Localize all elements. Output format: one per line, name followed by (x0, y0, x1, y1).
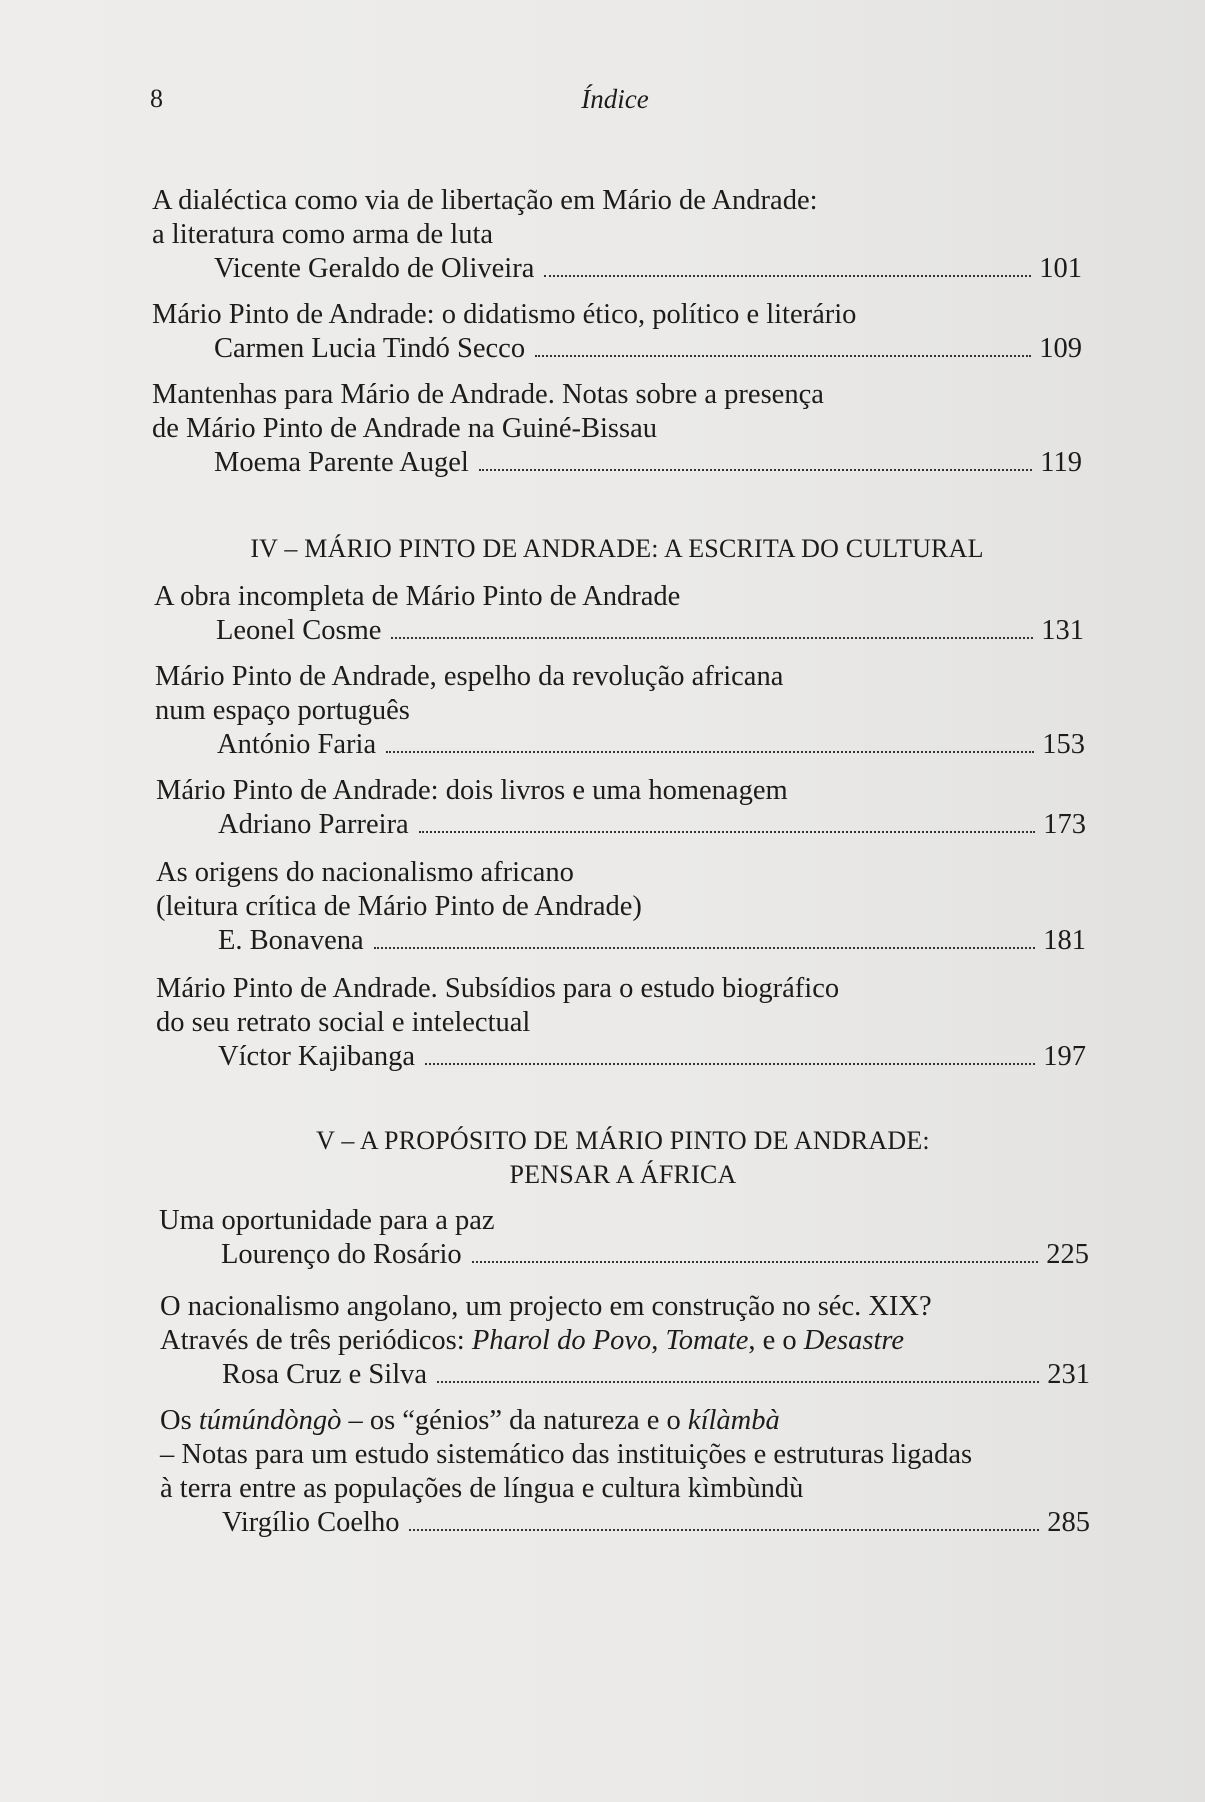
toc-entry (154, 580, 1084, 648)
section-heading: IV – MÁRIO PINTO DE ANDRADE: A ESCRITA DO CULTURAL (250, 534, 984, 563)
entry-title-line: A obra incompleta de Mário Pinto de Andrade (154, 581, 681, 612)
entry-title-line (160, 1324, 1090, 1358)
entry-title-line: As origens do nacionalismo africano (156, 857, 574, 888)
entry-title-line: Mário Pinto de Andrade. Subsídios para o estudo biográfico (156, 973, 840, 1004)
entry-author: Lourenço do Rosário (221, 1239, 462, 1270)
entry-title-line: O nacionalismo angolano, um projecto em construção no séc. XIX? (160, 1291, 932, 1322)
author-row (152, 446, 1082, 480)
kimbundu-term: túmúndòngò (198, 1405, 342, 1436)
title-text: – os “génios” da natureza e o (341, 1405, 688, 1436)
title-text: Através de três periódicos: (160, 1325, 472, 1356)
entry-page: 173 (1043, 809, 1086, 840)
author-row (156, 924, 1086, 958)
entry-page: 231 (1047, 1359, 1090, 1390)
author-row (160, 1506, 1090, 1540)
author-row (156, 808, 1086, 842)
entry-author: Leonel Cosme (216, 615, 382, 646)
author-row (156, 1040, 1086, 1074)
entry-author: António Faria (217, 729, 377, 760)
entry-title-line: Mantenhas para Mário de Andrade. Notas sobre a presença (152, 379, 824, 410)
kimbundu-term: kílàmbà (687, 1405, 780, 1436)
title-text: , e o (748, 1325, 804, 1356)
entry-page: 225 (1046, 1239, 1089, 1270)
dot-leader (386, 751, 1034, 753)
dot-leader (374, 947, 1036, 949)
entry-page: 181 (1043, 925, 1086, 956)
entry-page: 119 (1040, 447, 1082, 478)
author-row (159, 1238, 1089, 1272)
entry-author: Adriano Parreira (218, 809, 409, 840)
section-heading-line: PENSAR A ÁFRICA (509, 1160, 737, 1189)
author-row (152, 332, 1082, 366)
entry-title-line: A dialéctica como via de libertação em Mário de Andrade: (152, 185, 818, 216)
toc-entry (152, 184, 1082, 286)
toc-entry (156, 774, 1086, 842)
entry-title-line (160, 1404, 1090, 1438)
entry-page: 197 (1043, 1041, 1086, 1072)
page-number: 8 (150, 84, 163, 113)
entry-title-line: – Notas para um estudo sistemático das instituições e estruturas ligadas (160, 1439, 973, 1470)
entry-title-line: de Mário Pinto de Andrade na Guiné-Bissau (152, 413, 657, 444)
author-row (154, 614, 1084, 648)
toc-entry (160, 1404, 1090, 1540)
toc-entry (155, 660, 1085, 762)
dot-leader (544, 275, 1031, 277)
entry-title-line: (leitura crítica de Mário Pinto de Andrade) (156, 891, 642, 922)
entry-author: Víctor Kajibanga (218, 1041, 416, 1072)
title-text: Os (160, 1405, 199, 1436)
entry-page: 131 (1041, 615, 1084, 646)
toc-entry (152, 378, 1082, 480)
entry-page: 101 (1039, 253, 1082, 284)
author-row (160, 1358, 1090, 1392)
entry-page: 285 (1047, 1507, 1090, 1538)
dot-leader (479, 469, 1032, 471)
entry-title-line: à terra entre as populações de língua e cultura kìmbùndù (160, 1473, 804, 1504)
dot-leader (535, 355, 1031, 357)
entry-title-line: Mário Pinto de Andrade: o didatismo ético, político e literário (152, 299, 857, 330)
periodical-title: Tomate (665, 1325, 749, 1356)
toc-entry (156, 856, 1086, 958)
author-row (152, 252, 1082, 286)
section-heading-line: V – A PROPÓSITO DE MÁRIO PINTO DE ANDRADE: (316, 1126, 930, 1155)
dot-leader (409, 1529, 1039, 1531)
entry-title-line: num espaço português (155, 695, 410, 726)
toc-entry (156, 972, 1086, 1074)
dot-leader (419, 831, 1036, 833)
entry-title-line: do seu retrato social e intelectual (156, 1007, 531, 1038)
entry-page: 153 (1042, 729, 1085, 760)
entry-author: Carmen Lucia Tindó Secco (214, 333, 526, 364)
dot-leader (391, 637, 1033, 639)
entry-author: Rosa Cruz e Silva (222, 1359, 428, 1390)
entry-title-line: Mário Pinto de Andrade: dois livros e uma homenagem (156, 775, 788, 806)
entry-page: 109 (1039, 333, 1082, 364)
author-row (155, 728, 1085, 762)
entry-author: E. Bonavena (218, 925, 364, 956)
dot-leader (425, 1063, 1035, 1065)
periodical-title: Desastre (803, 1325, 905, 1356)
entry-author: Moema Parente Augel (214, 447, 469, 478)
toc-entry (159, 1204, 1089, 1272)
page-header (150, 80, 1080, 120)
entry-title-line: Uma oportunidade para a paz (159, 1205, 495, 1236)
dot-leader (472, 1261, 1039, 1263)
section-heading (158, 1124, 1088, 1192)
entry-title-line: a literatura como arma de luta (152, 219, 494, 250)
entry-title-line: Mário Pinto de Andrade, espelho da revolução africana (155, 661, 784, 692)
toc-entry (160, 1290, 1090, 1392)
running-title: Índice (581, 84, 649, 114)
periodical-title: Pharol do Povo (471, 1325, 652, 1356)
dot-leader (437, 1381, 1039, 1383)
title-text: , (651, 1325, 666, 1356)
toc-entry (152, 298, 1082, 366)
entry-author: Virgílio Coelho (222, 1507, 400, 1538)
entry-author: Vicente Geraldo de Oliveira (214, 253, 535, 284)
